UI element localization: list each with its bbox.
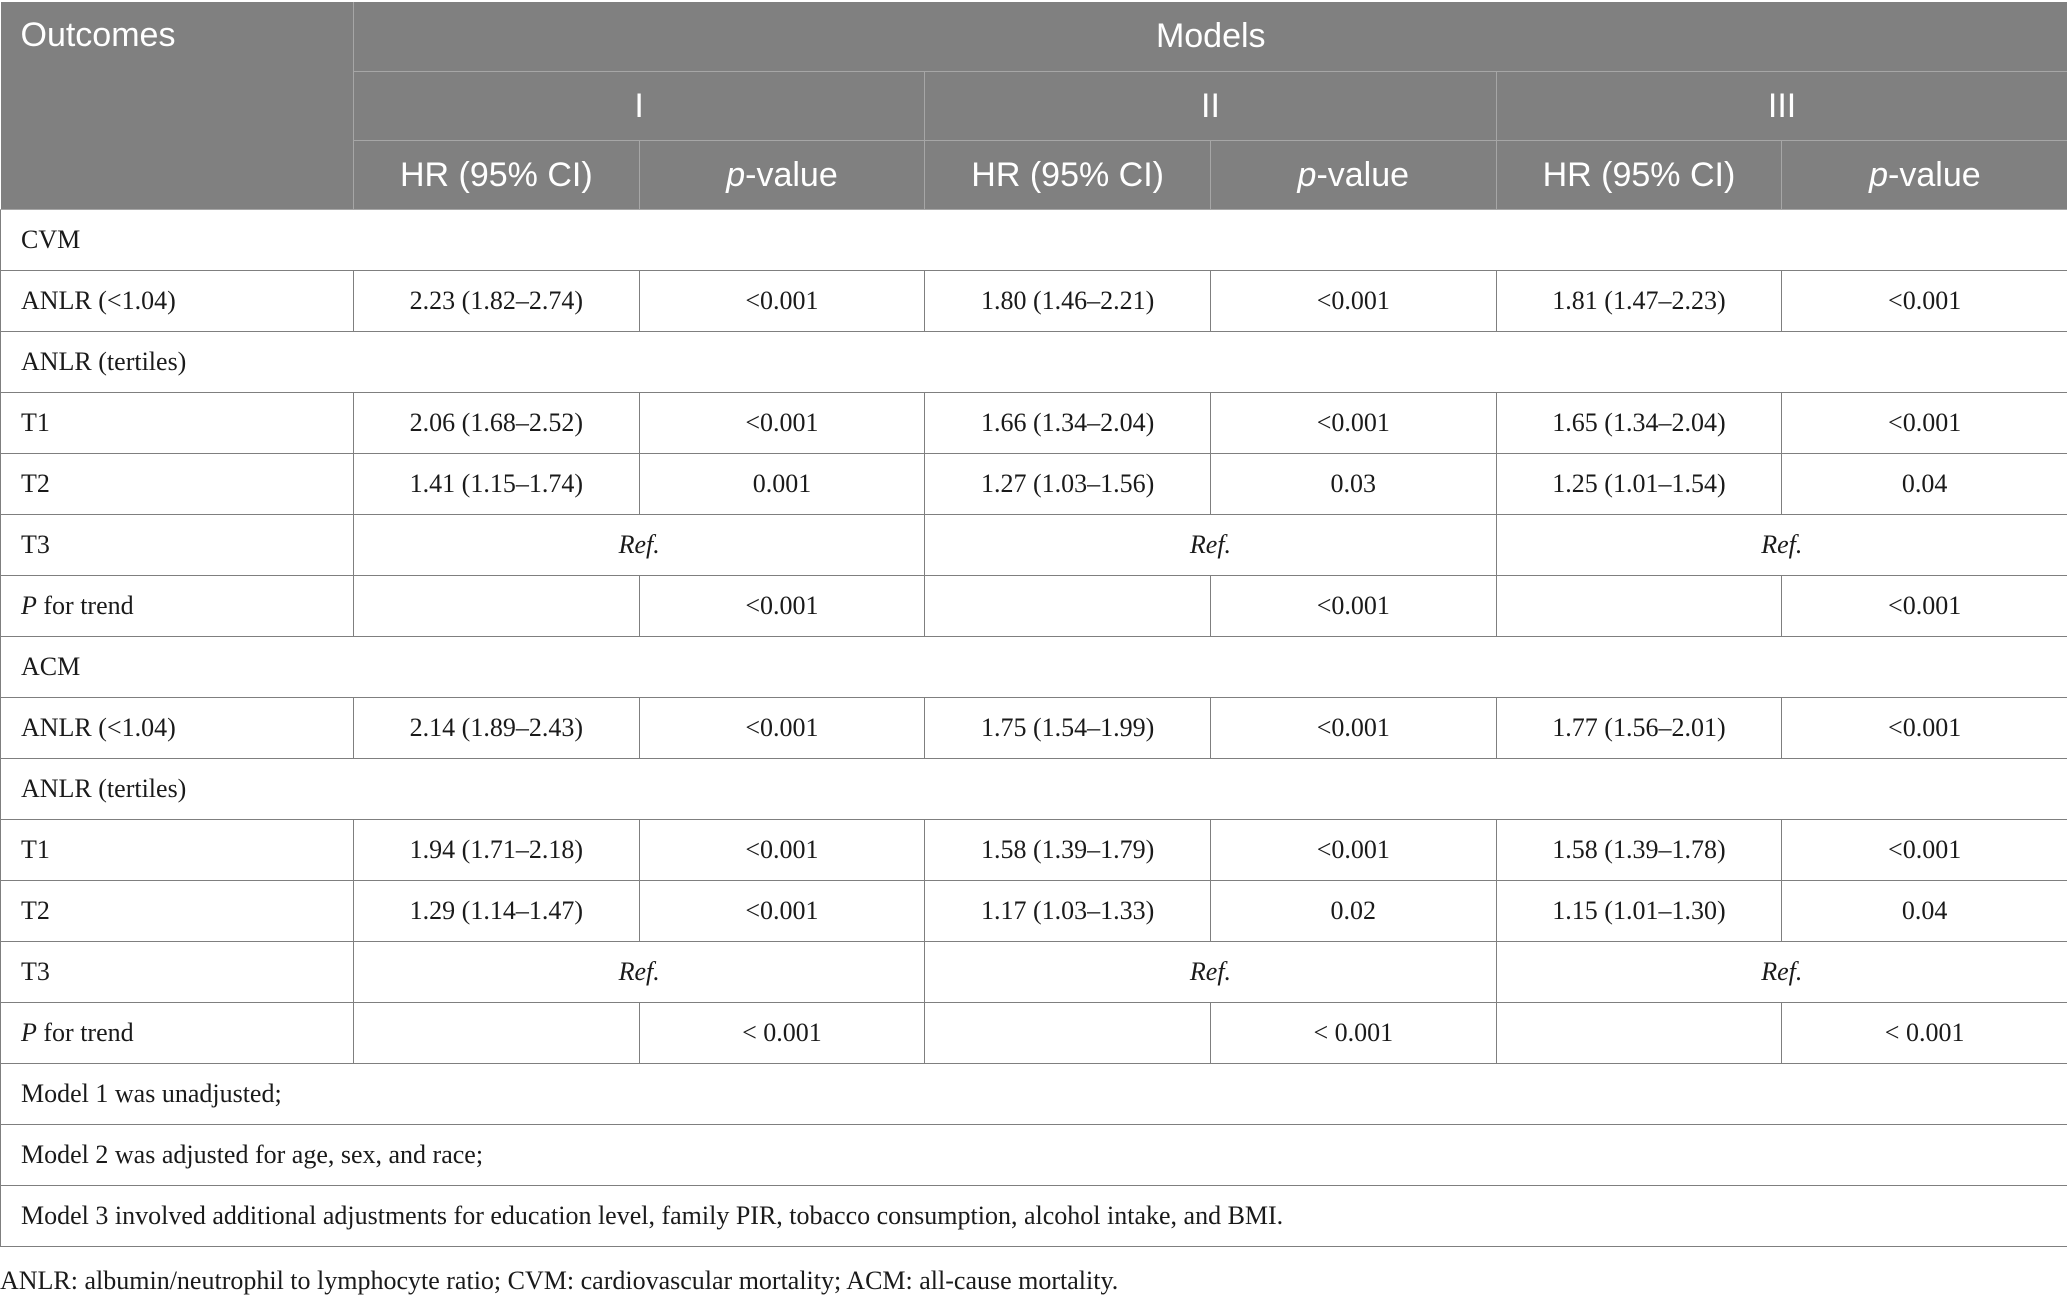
- model-i-header: I: [354, 72, 925, 141]
- table-row: [1, 820, 2067, 881]
- model-ii-header: II: [925, 72, 1496, 141]
- table-row: [1, 637, 2067, 698]
- hr-cell: 1.75 (1.54–1.99): [925, 698, 1211, 759]
- hr-cell: [1496, 576, 1782, 637]
- hr-cell: 2.14 (1.89–2.43): [354, 698, 640, 759]
- hr-cell: 1.27 (1.03–1.56): [925, 454, 1211, 515]
- reference-cell: Ref.: [925, 515, 1496, 576]
- model-note: Model 1 was unadjusted;: [1, 1064, 2067, 1125]
- table-footnote: ANLR: albumin/neutrophil to lymphocyte ratio; CVM: cardiovascular mortality; ACM: all-cause mortality.: [0, 1266, 1119, 1295]
- table-row: [1, 1186, 2067, 1247]
- p-value-cell: <0.001: [639, 393, 925, 454]
- hr-cell: 1.29 (1.14–1.47): [354, 881, 640, 942]
- hr-cell: [925, 1003, 1211, 1064]
- table-body: [1, 210, 2067, 1247]
- reference-cell: Ref.: [354, 942, 925, 1003]
- row-label: P for trend: [1, 576, 354, 637]
- p-value-cell: < 0.001: [1210, 1003, 1496, 1064]
- row-label: T3: [1, 515, 354, 576]
- hr-cell: 1.41 (1.15–1.74): [354, 454, 640, 515]
- p-value-cell: <0.001: [1210, 576, 1496, 637]
- table-row: [1, 1003, 2067, 1064]
- p-value-cell: <0.001: [1782, 271, 2067, 332]
- p-value-cell: <0.001: [1210, 698, 1496, 759]
- p-value-cell: <0.001: [639, 576, 925, 637]
- p-value-cell: 0.04: [1782, 881, 2067, 942]
- hr-cell: 1.80 (1.46–2.21): [925, 271, 1211, 332]
- hr-column-header: HR (95% CI): [925, 141, 1211, 210]
- section-label: ANLR (tertiles): [1, 759, 2067, 820]
- table-row: [1, 515, 2067, 576]
- p-value-cell: <0.001: [1210, 271, 1496, 332]
- hr-cell: 1.94 (1.71–2.18): [354, 820, 640, 881]
- table-row: [1, 881, 2067, 942]
- hr-cell: 1.17 (1.03–1.33): [925, 881, 1211, 942]
- reference-cell: Ref.: [1496, 942, 2067, 1003]
- hr-column-header: HR (95% CI): [354, 141, 640, 210]
- row-label: T3: [1, 942, 354, 1003]
- hr-cell: 1.65 (1.34–2.04): [1496, 393, 1782, 454]
- p-value-cell: 0.02: [1210, 881, 1496, 942]
- p-value-cell: 0.03: [1210, 454, 1496, 515]
- table-header: [1, 2, 2067, 210]
- table-row: [1, 1125, 2067, 1186]
- hr-column-header: HR (95% CI): [1496, 141, 1782, 210]
- outcomes-header: Outcomes: [1, 2, 354, 210]
- row-label: P for trend: [1, 1003, 354, 1064]
- row-label: ANLR (<1.04): [1, 271, 354, 332]
- table-row: [1, 698, 2067, 759]
- hr-cell: 1.81 (1.47–2.23): [1496, 271, 1782, 332]
- section-label: CVM: [1, 210, 2067, 271]
- table-row: [1, 210, 2067, 271]
- reference-cell: Ref.: [925, 942, 1496, 1003]
- p-value-cell: < 0.001: [1782, 1003, 2067, 1064]
- section-label: ACM: [1, 637, 2067, 698]
- p-value-cell: <0.001: [1782, 698, 2067, 759]
- hr-cell: 1.15 (1.01–1.30): [1496, 881, 1782, 942]
- table-row: [1, 576, 2067, 637]
- row-label: T1: [1, 820, 354, 881]
- p-value-cell: <0.001: [1782, 576, 2067, 637]
- row-label: T2: [1, 454, 354, 515]
- section-label: ANLR (tertiles): [1, 332, 2067, 393]
- p-value-column-header: p-value: [1210, 141, 1496, 210]
- p-value-cell: <0.001: [1210, 820, 1496, 881]
- model-note: Model 2 was adjusted for age, sex, and race;: [1, 1125, 2067, 1186]
- table-row: [1, 942, 2067, 1003]
- table-row: [1, 332, 2067, 393]
- table-row: [1, 393, 2067, 454]
- hr-cell: [925, 576, 1211, 637]
- p-value-column-header: p-value: [1782, 141, 2067, 210]
- model-iii-header: III: [1496, 72, 2067, 141]
- p-value-cell: 0.001: [639, 454, 925, 515]
- hr-cell: [354, 1003, 640, 1064]
- models-header: Models: [354, 2, 2067, 72]
- p-value-cell: <0.001: [1782, 393, 2067, 454]
- reference-cell: Ref.: [354, 515, 925, 576]
- hr-cell: 1.58 (1.39–1.78): [1496, 820, 1782, 881]
- reference-cell: Ref.: [1496, 515, 2067, 576]
- p-value-cell: 0.04: [1782, 454, 2067, 515]
- hr-cell: 1.25 (1.01–1.54): [1496, 454, 1782, 515]
- row-label: T2: [1, 881, 354, 942]
- table-row: [1, 271, 2067, 332]
- table-row: [1, 1064, 2067, 1125]
- p-value-cell: <0.001: [639, 698, 925, 759]
- p-value-cell: <0.001: [639, 820, 925, 881]
- model-note: Model 3 involved additional adjustments for education level, family PIR, tobacco consumption, alcohol intake, and BMI.: [1, 1186, 2067, 1247]
- results-table: [0, 2, 2067, 1247]
- p-value-cell: <0.001: [639, 271, 925, 332]
- hr-cell: 2.23 (1.82–2.74): [354, 271, 640, 332]
- p-value-cell: <0.001: [639, 881, 925, 942]
- p-value-cell: <0.001: [1782, 820, 2067, 881]
- table-row: [1, 454, 2067, 515]
- hr-cell: [1496, 1003, 1782, 1064]
- hr-cell: 2.06 (1.68–2.52): [354, 393, 640, 454]
- hr-cell: 1.58 (1.39–1.79): [925, 820, 1211, 881]
- hr-cell: [354, 576, 640, 637]
- p-value-column-header: p-value: [639, 141, 925, 210]
- hr-cell: 1.66 (1.34–2.04): [925, 393, 1211, 454]
- table-row: [1, 759, 2067, 820]
- row-label: T1: [1, 393, 354, 454]
- row-label: ANLR (<1.04): [1, 698, 354, 759]
- p-value-cell: <0.001: [1210, 393, 1496, 454]
- p-value-cell: < 0.001: [639, 1003, 925, 1064]
- hr-cell: 1.77 (1.56–2.01): [1496, 698, 1782, 759]
